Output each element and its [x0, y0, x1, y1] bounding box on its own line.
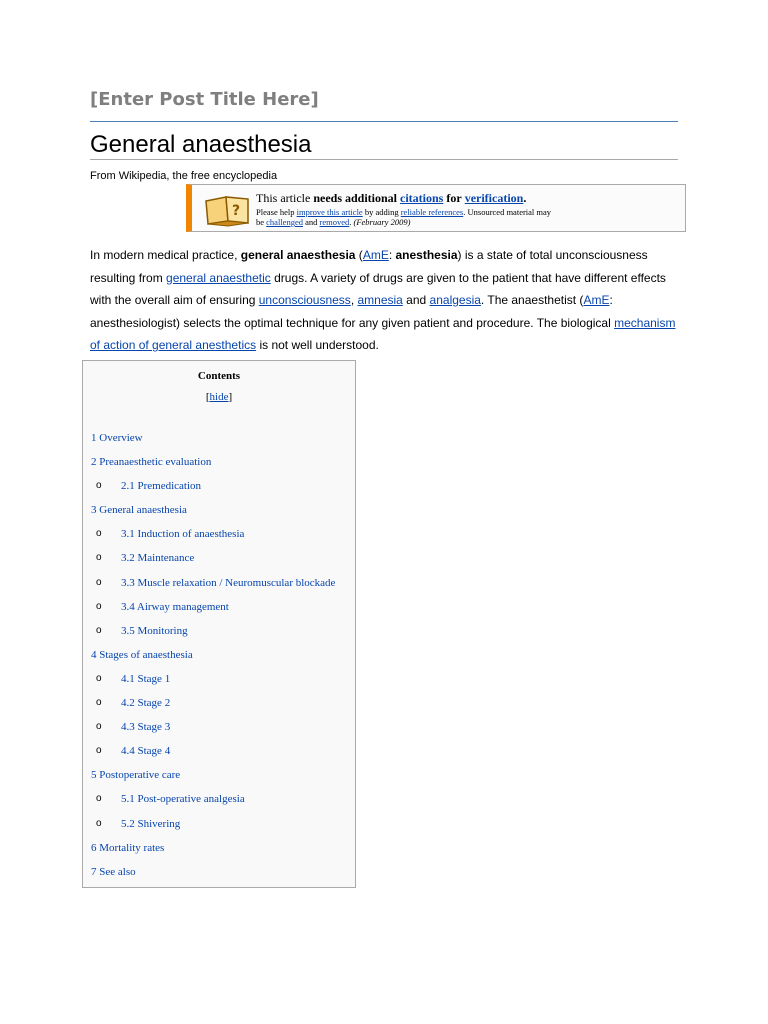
ame-link[interactable]: AmE: [362, 248, 389, 262]
toc-bullet: o: [96, 697, 102, 709]
toc-item[interactable]: [83, 597, 355, 621]
toc-item[interactable]: [83, 862, 355, 886]
toc-bullet: o: [96, 480, 102, 492]
toc-item[interactable]: [83, 838, 355, 862]
toc-item[interactable]: [83, 693, 355, 717]
toc-item[interactable]: [83, 621, 355, 645]
toc-item[interactable]: [83, 789, 355, 813]
intro-paragraph: In modern medical practice, general anaesthesia (AmE: anesthesia) is a state of total unconsciousness resulting from general anaesthetic drugs. A variety of drugs are given to the patient that have different effects with the overall aim of ensuring unconsciousness, amnesia and analgesia. The anaesthetist (AmE: anesthesiologist) selects the optimal technique for any given patient and procedure. The biological mechanism of action of general anesthetics is not well understood.: [90, 248, 676, 352]
toc-bullet: o: [96, 745, 102, 757]
mechanism-link[interactable]: mechanism of action of general anesthetics: [90, 315, 676, 352]
toc-item-link[interactable]: 4.4 Stage 4: [121, 745, 171, 758]
verification-link[interactable]: verification: [464, 191, 524, 205]
toc-item[interactable]: [83, 741, 355, 765]
toc-item-link[interactable]: 5.1 Post-operative analgesia: [121, 793, 245, 806]
toc-title: Contents: [197, 370, 241, 382]
book-question-icon: [202, 191, 254, 227]
toc-toggle: [hide]: [205, 391, 233, 403]
toc-item-link[interactable]: 3.4 Airway management: [121, 600, 229, 613]
reliable-references-link[interactable]: reliable references: [400, 207, 464, 217]
toc-item-link[interactable]: 4.3 Stage 3: [121, 721, 171, 734]
analgesia-link[interactable]: analgesia: [429, 293, 481, 307]
toc-hide-link[interactable]: hide: [209, 391, 229, 403]
toc-item-link[interactable]: 5.2 Shivering: [121, 817, 181, 830]
toc-item-link[interactable]: 3.1 Induction of anaesthesia: [121, 528, 245, 541]
toc-bullet: o: [96, 552, 102, 564]
svg-text:?: ?: [232, 203, 241, 219]
toc-item-link[interactable]: 4 Stages of anaesthesia: [91, 648, 193, 661]
general-anaesthetic-link[interactable]: general anaesthetic: [166, 270, 271, 285]
toc-bullet: o: [96, 721, 102, 733]
toc-item-link[interactable]: 2 Preanaesthetic evaluation: [91, 456, 212, 469]
citation-notice-box: [186, 184, 686, 232]
title-rule: [90, 121, 678, 122]
toc-bullet: o: [96, 624, 102, 636]
table-of-contents: [82, 360, 356, 888]
challenged-link[interactable]: challenged: [266, 217, 303, 227]
improve-article-link[interactable]: improve this article: [296, 207, 363, 217]
unconsciousness-link[interactable]: unconsciousness: [258, 293, 351, 307]
toc-item[interactable]: [83, 500, 355, 524]
toc-item[interactable]: [83, 524, 355, 548]
toc-item-link[interactable]: 4.1 Stage 1: [121, 672, 171, 685]
toc-item[interactable]: [83, 476, 355, 500]
toc-bullet: o: [96, 576, 102, 588]
toc-item-link[interactable]: 3.2 Maintenance: [121, 552, 195, 565]
citations-link[interactable]: citations: [400, 191, 444, 205]
toc-bullet: o: [96, 817, 102, 829]
toc-item-link[interactable]: 2.1 Premedication: [121, 480, 202, 493]
toc-bullet: o: [96, 528, 102, 540]
toc-item[interactable]: [83, 452, 355, 476]
toc-item[interactable]: [83, 717, 355, 741]
article-title: General anaesthesia: [90, 131, 312, 158]
toc-bullet: o: [96, 672, 102, 684]
toc-item-link[interactable]: 4.2 Stage 2: [121, 697, 171, 710]
toc-item[interactable]: [83, 428, 355, 452]
toc-item-link[interactable]: 7 See also: [91, 865, 136, 878]
notice-body-line2: be challenged and removed. (February 2009): [256, 217, 411, 227]
toc-list: [83, 428, 355, 886]
toc-item[interactable]: [83, 645, 355, 669]
post-title: [Enter Post Title Here]: [90, 89, 319, 110]
notice-body-line1: Please help improve this article by adding reliable references. Unsourced material may: [256, 207, 552, 217]
notice-heading: This article needs additional citations for verification.: [256, 191, 527, 205]
toc-bullet: o: [96, 600, 102, 612]
toc-bullet: o: [96, 793, 102, 805]
toc-item-link[interactable]: 1 Overview: [91, 432, 143, 444]
toc-item[interactable]: [83, 814, 355, 838]
article-tagline: From Wikipedia, the free encyclopedia: [90, 170, 278, 182]
toc-item-link[interactable]: 6 Mortality rates: [91, 841, 165, 854]
toc-item[interactable]: [83, 573, 355, 597]
toc-item-link[interactable]: 3.5 Monitoring: [121, 624, 188, 637]
toc-item[interactable]: [83, 548, 355, 572]
toc-item-link[interactable]: 5 Postoperative care: [91, 769, 181, 782]
amnesia-link[interactable]: amnesia: [357, 293, 403, 307]
toc-item[interactable]: [83, 669, 355, 693]
toc-item[interactable]: [83, 765, 355, 789]
toc-item-link[interactable]: 3.3 Muscle relaxation / Neuromuscular blockade: [121, 576, 336, 589]
toc-item-link[interactable]: 3 General anaesthesia: [91, 504, 187, 517]
removed-link[interactable]: removed: [319, 217, 350, 227]
ame-link-2[interactable]: AmE: [583, 293, 610, 307]
title-underline: [90, 159, 678, 160]
